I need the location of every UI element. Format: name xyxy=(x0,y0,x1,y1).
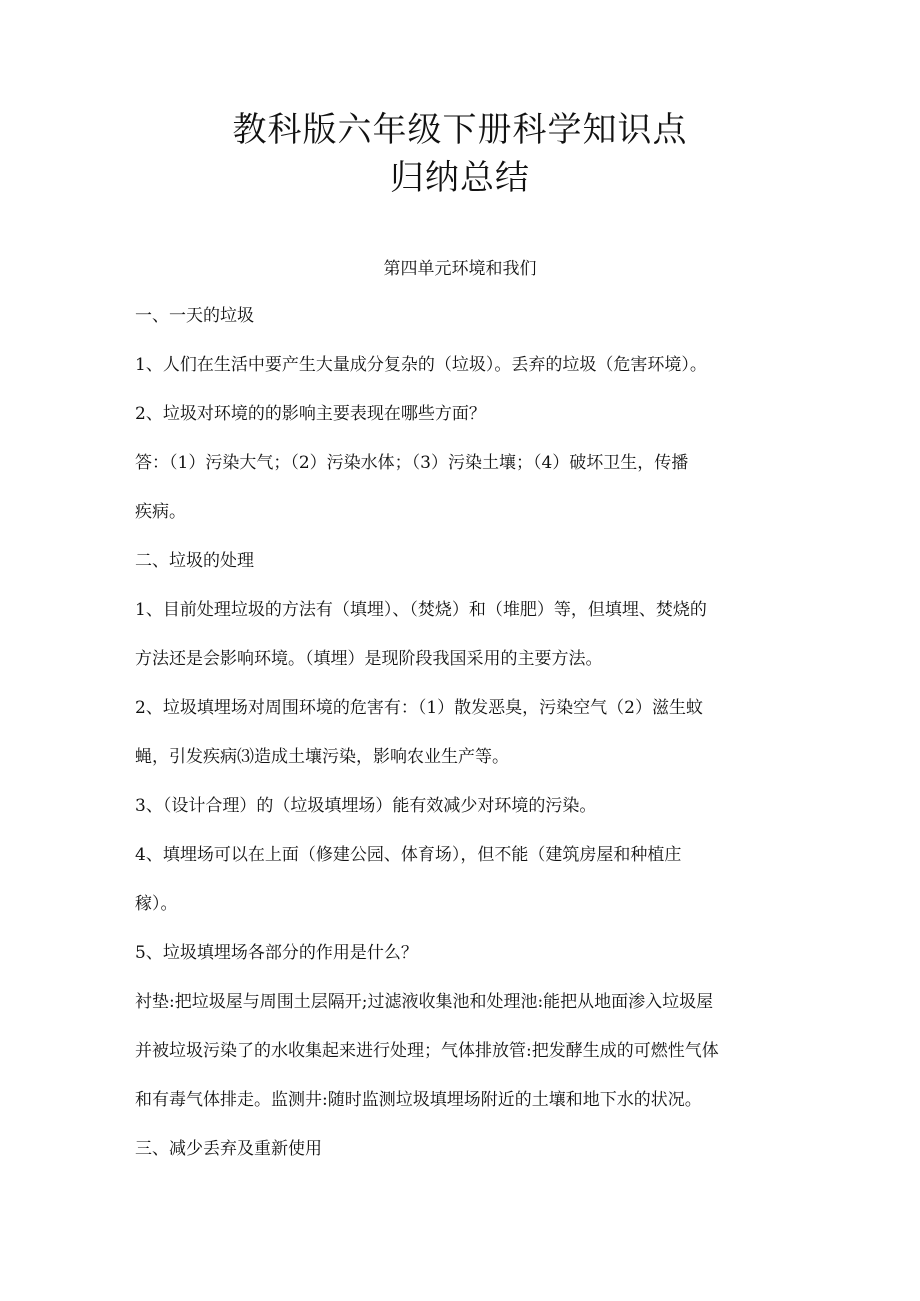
document-title-line-1: 教科版六年级下册科学知识点 xyxy=(232,110,688,150)
body-line: 蝇，引发疾病⑶造成土壤污染，影响农业生产等。 xyxy=(135,747,509,767)
body-line: 疾病。 xyxy=(135,502,186,522)
body-line: 并被垃圾污染了的水收集起来进行处理；气体排放管:把发酵生成的可燃性气体 xyxy=(135,1041,719,1061)
body-line: 4、填埋场可以在上面（修建公园、体育场），但不能（建筑房屋和种植庄 xyxy=(135,845,682,865)
section-heading-2: 二、垃圾的处理 xyxy=(135,551,254,571)
body-line: 5、垃圾填埋场各部分的作用是什么？ xyxy=(135,943,418,963)
body-line: 1、人们在生活中要产生大量成分复杂的（垃圾）。丢弃的垃圾（危害环境）。 xyxy=(135,355,707,375)
body-line: 方法还是会影响环境。（填埋）是现阶段我国采用的主要方法。 xyxy=(135,649,603,669)
section-heading-3: 三、减少丢弃及重新使用 xyxy=(135,1139,322,1159)
body-line: 2、垃圾填埋场对周围环境的危害有：（1）散发恶臭，污染空气（2）滋生蚊 xyxy=(135,698,703,718)
body-line: 稼）。 xyxy=(135,894,178,914)
body-line: 1、目前处理垃圾的方法有（填埋）、（焚烧）和（堆肥）等，但填埋、焚烧的 xyxy=(135,600,707,620)
body-line: 和有毒气体排走。监测井:随时监测垃圾填埋场附近的土壤和地下水的状况。 xyxy=(135,1090,702,1110)
document-title-line-2: 归纳总结 xyxy=(390,158,530,198)
body-line: 衬垫:把垃圾屋与周围土层隔开;过滤液收集池和处理池:能把从地面渗入垃圾屋 xyxy=(135,992,714,1012)
body-line: 3、（设计合理）的（垃圾填埋场）能有效减少对环境的污染。 xyxy=(135,796,597,816)
section-heading-1: 一、一天的垃圾 xyxy=(135,306,254,326)
body-line: 答：（1）污染大气；（2）污染水体；（3）污染土壤；（4）破坏卫生，传播 xyxy=(135,453,689,473)
unit-heading: 第四单元环境和我们 xyxy=(383,259,537,279)
body-line: 2、垃圾对环境的的影响主要表现在哪些方面？ xyxy=(135,404,486,424)
